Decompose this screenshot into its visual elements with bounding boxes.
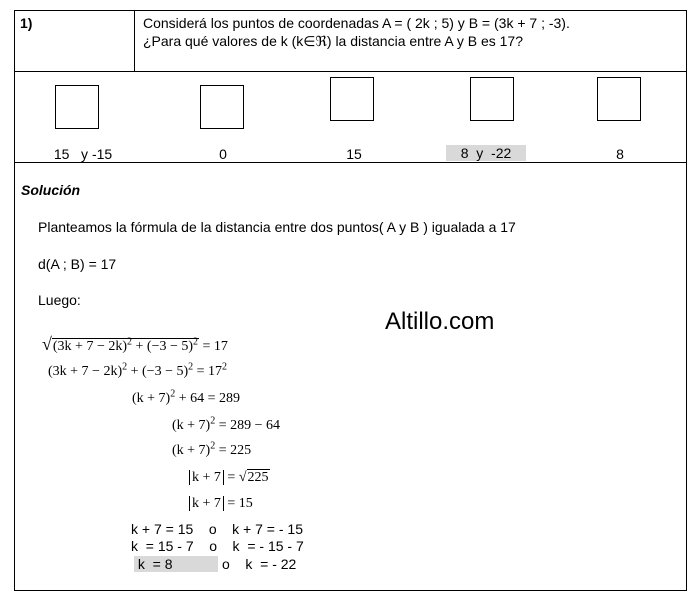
option-label-4: 8 y -22 (446, 145, 526, 161)
sqrt-radicand: $(3k + 7 - 2k)^2 + (-3 - 5)^2$ (52, 336, 199, 354)
math-line-5: $(k + 7)^2 = 225$ (172, 440, 252, 458)
question-text-line2: ¿Para qué valores de k (k∈ℜ) la distancia entre A y B es 17? (143, 33, 524, 49)
option-label-3: 15 (346, 146, 362, 162)
option-checkbox-3[interactable] (330, 77, 374, 121)
option-checkbox-1[interactable] (55, 85, 99, 129)
option-label-2: 0 (219, 146, 227, 162)
question-number: 1) (20, 15, 33, 31)
math-line-6: k + 7 = √225 (189, 469, 270, 486)
math-line-1: $√(3k + 7 - 2k)^2 + (-3 - 5)^2 = 17$ (42, 334, 228, 354)
math-line-3: $(k + 7)^2 + 64 = 289$ (132, 388, 241, 406)
math-line-7: k + 7 = 15 (189, 496, 253, 512)
sqrt-symbol: √ (42, 334, 52, 354)
step-line-3b: o k = - 22 (222, 556, 297, 572)
solution-heading: Solución (21, 182, 81, 198)
sqrt-symbol-2: √ (238, 470, 247, 485)
question-text-line1: Considerá los puntos de coordenadas A = ( 2k ; 5) y B = (3k + 7 ; -3). (143, 15, 570, 31)
watermark-text: Altillo.com (385, 308, 495, 335)
option-label-1: 15 y -15 (53, 146, 113, 162)
math-line-2: $(3k + 7 - 2k)^2 + (-3 - 5)^2 = 17^2$ (48, 361, 228, 379)
solution-intro: Planteamos la fórmula de la distancia entre dos puntos( A y B ) igualada a 17 (38, 219, 516, 235)
luego-label: Luego: (38, 292, 81, 308)
option-checkbox-2[interactable] (200, 85, 244, 129)
distance-equation: d(A ; B) = 17 (38, 256, 117, 272)
option-checkbox-5[interactable] (597, 77, 641, 121)
step-line-2: k = 15 - 7 o k = - 15 - 7 (131, 538, 304, 554)
step-line-1: k + 7 = 15 o k + 7 = - 15 (131, 521, 303, 537)
option-label-5: 8 (616, 146, 624, 162)
math-line-4: $(k + 7)^2 = 289 - 64$ (172, 415, 281, 433)
option-checkbox-4[interactable] (470, 77, 514, 121)
question-divider (134, 10, 135, 72)
step-line-3a: k = 8 (134, 556, 218, 572)
